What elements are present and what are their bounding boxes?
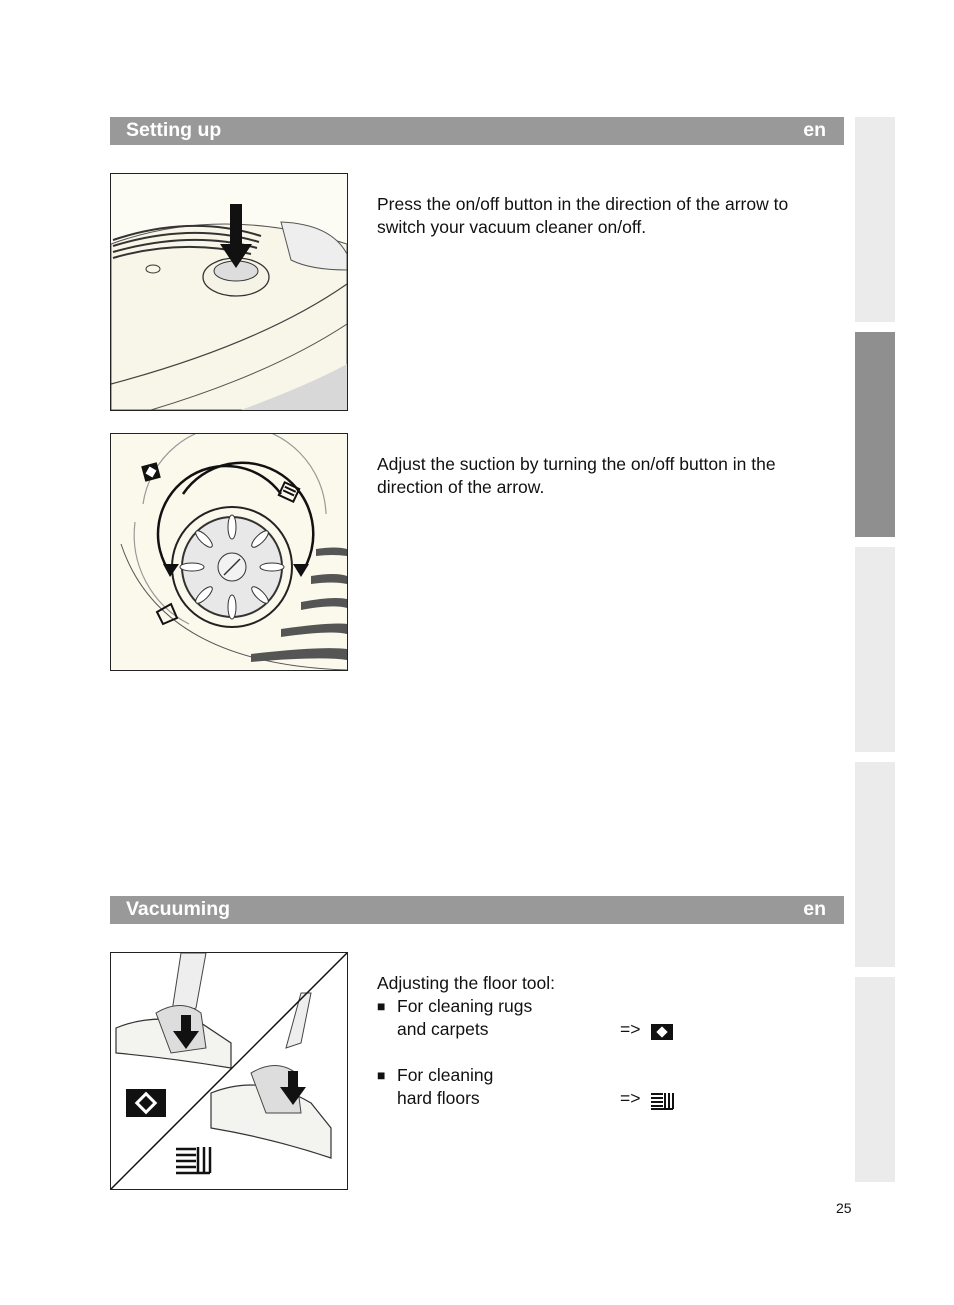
side-tab-4 bbox=[855, 762, 895, 967]
side-tab-3 bbox=[855, 547, 895, 752]
instruction-suction: Adjust the suction by turning the on/off button in the direction of the arrow. bbox=[377, 454, 776, 497]
hard-floor-icon bbox=[649, 1089, 675, 1112]
arrow-rugs: => bbox=[620, 1019, 641, 1039]
figure-suction-dial bbox=[110, 433, 348, 671]
figure-onoff-button bbox=[110, 173, 348, 411]
side-tab-5 bbox=[855, 977, 895, 1182]
section-title: Setting up bbox=[126, 119, 222, 141]
section-header-vacuuming bbox=[110, 896, 844, 924]
item-hard-line1: For cleaning bbox=[397, 1065, 494, 1085]
bullet-square: ■ bbox=[377, 1067, 386, 1083]
item-hard-line2: hard floors bbox=[397, 1088, 480, 1108]
page-number: 25 bbox=[836, 1200, 852, 1216]
side-tab-2-active bbox=[855, 332, 895, 537]
instruction-onoff: Press the on/off button in the direction of the arrow to switch your vacuum cleaner on/off. bbox=[377, 194, 789, 237]
section-header-setting-up bbox=[110, 117, 844, 145]
bullet-square: ■ bbox=[377, 998, 386, 1014]
item-rugs-line1: For cleaning rugs bbox=[397, 996, 533, 1016]
side-tab-1 bbox=[855, 117, 895, 322]
carpet-icon bbox=[649, 1020, 675, 1043]
figure-floor-tool bbox=[110, 952, 348, 1190]
section-title: Vacuuming bbox=[126, 898, 231, 920]
arrow-hard: => bbox=[620, 1088, 641, 1108]
floor-tool-heading: Adjusting the floor tool: bbox=[377, 973, 556, 993]
language-label: en bbox=[803, 898, 826, 920]
language-label: en bbox=[803, 119, 826, 141]
item-rugs-line2: and carpets bbox=[397, 1019, 489, 1039]
